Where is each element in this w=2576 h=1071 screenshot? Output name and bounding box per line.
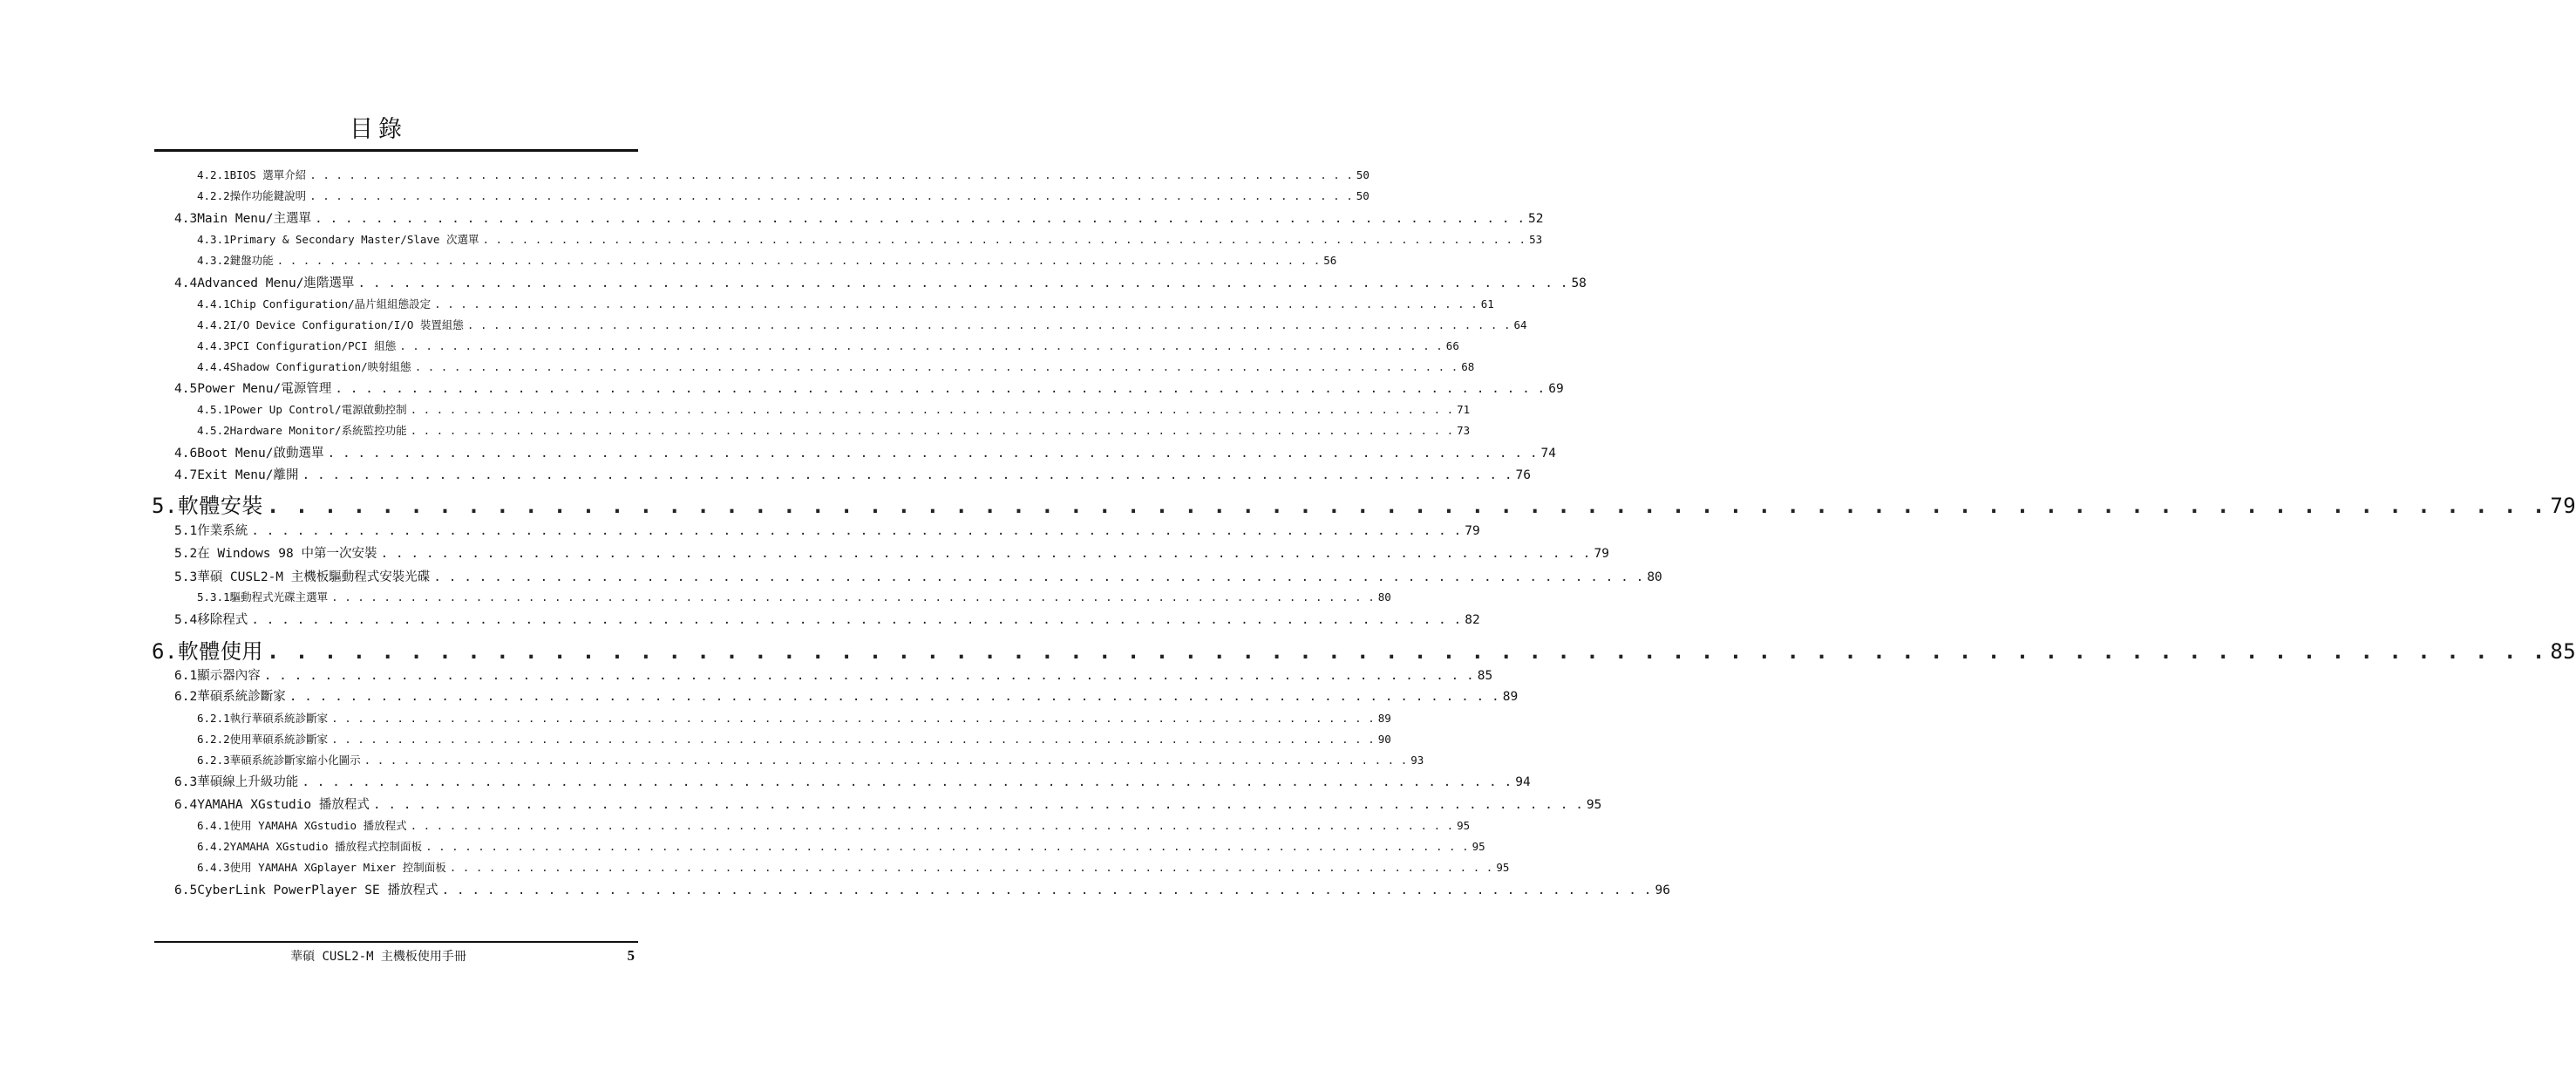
toc-entry-title: BIOS 選單介紹 [229, 168, 307, 181]
toc-entry [197, 358, 1475, 374]
toc-entry [197, 752, 1424, 767]
toc-entry-page: 85 [2550, 639, 2576, 664]
toc-entry-title: Hardware Monitor/系統監控功能 [229, 424, 407, 437]
toc-entry-page: 79 [2550, 494, 2576, 518]
toc-entry-page: 95 [1472, 840, 1485, 853]
toc-entry [174, 521, 1480, 538]
toc-entry-page: 93 [1410, 754, 1424, 767]
toc-entry-page: 89 [1377, 712, 1391, 725]
toc-entry-number: 4.4 [174, 276, 198, 290]
toc-entry-number: 6.2.3 [197, 754, 230, 767]
dot-leader: . . . . . . . . . . . . . . . . . . . . . . . . . . . . . . . . . . . . . . . . . . . . . . . . . . . . . . . . . . . . . . . . . . . . . . . . . . . . . . . . [410, 819, 1454, 832]
toc-entry-number: 4.5 [174, 382, 198, 396]
toc-entry [197, 188, 1370, 203]
toc-entry-page: 74 [1540, 447, 1557, 460]
toc-entry-page: 73 [1457, 424, 1471, 437]
toc-entry [197, 817, 1471, 833]
toc-entry-page: 53 [1529, 233, 1543, 246]
dot-leader: . . . . . . . . . . . . . . . . . . . . . . . . . . . . . . . . . . . . . . . . . . . . . . . . . . . . . . . . . . . . . . . . . . . . . . . . . . . . . . . . [302, 775, 1512, 789]
toc-entry-title: 作業系統 [197, 524, 248, 538]
dot-leader: . . . . . . . . . . . . . . . . . . . . . . . . . . . . . . . . . . . . . . . . . . . . . . . . . . . . . . . . . . . . . . . . . . . . . . . . . . . . . . . . [335, 382, 1546, 396]
toc-entry-page: 90 [1377, 733, 1391, 746]
dot-leader: . . . . . . . . . . . . . . . . . . . . . . . . . . . . . . . . . . . . . . . . . . . . . . . . . . . . . . . . . . . . . . . . . . . . . . . . . . . . . . . . [441, 883, 1652, 897]
toc-entry [197, 252, 1337, 268]
title-divider [154, 149, 638, 152]
toc-entry-title: Primary & Secondary Master/Slave 次選單 [229, 233, 479, 246]
dot-leader: . . . . . . . . . . . . . . . . . . . . . . . . . . . . . . . . . . . . . . . . . . . . . . . . . . . . . . . . . . . . . . . . . . . . . . . . . . . . . . . . [309, 189, 1353, 202]
dot-leader: . . . . . . . . . . . . . . . . . . . . . . . . . . . . . . . . . . . . . . . . . . . . . . . . . . . . . . . . . . . . . . . . . . . . . . . . . . . . . . . . [302, 468, 1512, 482]
toc-entry-page: 82 [1465, 613, 1480, 627]
toc-entry-page: 89 [1502, 690, 1519, 704]
toc-entry-number: 4.3.2 [197, 254, 230, 267]
toc-entry-number: 6.4.2 [197, 840, 230, 853]
toc-entry-number: 5.4 [174, 613, 198, 627]
toc-entry-page: 50 [1356, 189, 1370, 202]
toc-entry [174, 465, 1532, 482]
dot-leader: . . . . . . . . . . . . . . . . . . . . . . . . . . . . . . . . . . . . . . . . . . . . . . . . . . . . . . . . . . . . . . . . . . . . . . . . . . . . . . . . [315, 212, 1526, 226]
dot-leader: . . . . . . . . . . . . . . . . . . . . . . . . . . . . . . . . . . . . . . . . . . . . . . . . . . . . . . . . . . . . . . . . . . . . . . . . . . . . . . . . [410, 403, 1454, 416]
toc-entry [174, 379, 1564, 396]
dot-leader: . . . . . . . . . . . . . . . . . . . . . . . . . . . . . . . . . . . . . . . . . . . . . . . . . . . . . . . . . . . . . . . . . . . . . . . . . . . . . . . . [327, 447, 1538, 460]
toc-entry-number: 5.2 [174, 547, 198, 561]
toc-entry-title: I/O Device Configuration/I/O 裝置組態 [229, 318, 464, 331]
toc-entry-number: 6. [152, 639, 178, 664]
page-number: 5 [627, 947, 635, 964]
toc-entry-page: 95 [1496, 861, 1510, 874]
toc-entry-page: 80 [1377, 590, 1391, 604]
toc-entry-page: 58 [1571, 276, 1587, 290]
toc-entry-title: YAMAHA XGstudio 播放程式控制面板 [229, 840, 423, 853]
dot-leader: . . . . . . . . . . . . . . . . . . . . . . . . . . . . . . . . . . . . . . . . . . . . . . . . . . . . . . . . . . . . . . . . . . . . . . . . . . . . . . . . [289, 690, 1499, 704]
toc-entry-title: 軟體安裝 [177, 494, 263, 518]
toc-entry-number: 6.4 [174, 798, 198, 812]
toc-entry [152, 488, 2576, 518]
toc-entry [174, 443, 1557, 460]
toc-entry-title: CyberLink PowerPlayer SE 播放程式 [197, 883, 438, 897]
toc-entry-number: 4.5.2 [197, 424, 230, 437]
toc-entry [174, 686, 1519, 704]
toc-entry-number: 6.3 [174, 775, 198, 789]
toc-entry [174, 208, 1544, 226]
toc-entry-title: 華碩 CUSL2-M 主機板驅動程式安裝光碟 [197, 570, 431, 584]
toc-entry [174, 880, 1670, 897]
dot-leader: . . . . . . . . . . . . . . . . . . . . . . . . . . . . . . . . . . . . . . . . . . . . . . . . . . . . . . . . . . . . . . . . . . . . . . . . . . . . . . . . [331, 712, 1375, 725]
toc-entry-title: Exit Menu/離開 [197, 468, 299, 482]
dot-leader: . . . . . . . . . . . . . . . . . . . . . . . . . . . . . . . . . . . . . . . . . . . . . . . . . . . . . . . . . . . . . . . . . . . . . . . . . . . . . . . . [331, 733, 1375, 746]
toc-entry-number: 4.5.1 [197, 403, 230, 416]
toc-entry [197, 231, 1543, 247]
toc-entry-page: 94 [1515, 775, 1531, 789]
toc-entry [197, 859, 1510, 875]
toc-entry-number: 4.3 [174, 212, 198, 226]
dot-leader: . . . . . . . . . . . . . . . . . . . . . . . . . . . . . . . . . . . . . . . . . . . . . . . . . . . . . . . . . . . . . . . . . . . . . . . . . . . . . . . . [466, 318, 1511, 331]
toc-entry-title: 華碩線上升級功能 [197, 775, 299, 789]
dot-leader: . . . . . . . . . . . . . . . . . . . . . . . . . . . . . . . . . . . . . . . . . . . . . . . . . . . . . . . . . . . . . . . . . . . . . . . . . . . . . . . . [263, 669, 1474, 683]
toc-entry-number: 4.2.2 [197, 189, 230, 202]
toc-entry-number: 6.2.2 [197, 733, 230, 746]
toc-entry-page: 61 [1480, 297, 1494, 310]
dot-leader: . . . . . . . . . . . . . . . . . . . . . . . . . . . . . . . . . . . . . . . . . . . . . . . . . . . . . . . . . . . . . . . . . . . . . . . . . . . . . . . . [364, 754, 1408, 767]
toc-entry-number: 5.1 [174, 524, 198, 538]
toc-entry [174, 610, 1480, 627]
toc-entry-title: Advanced Menu/進階選單 [197, 276, 355, 290]
dot-leader: . . . . . . . . . . . . . . . . . . . . . . . . . . . . . . . . . . . . . . . . . . . . . . . . . . . . . . . . . . . . . . . . . . . . . . . . . . . . . . . . [449, 861, 1493, 874]
dot-leader: . . . . . . . . . . . . . . . . . . . . . . . . . . . . . . . . . . . . . . . . . . . . . . . . . . . . . . . . . . . . . . . . . . . . . . . . . . . . . . . . [331, 590, 1375, 604]
toc-entry-page: 96 [1655, 883, 1670, 897]
dot-leader: . . . . . . . . . . . . . . . . . . . . . . . . . . . . . . . . . . . . . . . . . . . . . . . . . . . . . . . . . . . . . . . . . . . . . . . . . . . . . . . . [251, 613, 1462, 627]
toc-entry-page: 85 [1477, 669, 1493, 683]
toc-entry-page: 56 [1323, 254, 1337, 267]
toc-entry-page: 95 [1586, 798, 1602, 812]
toc-entry-page: 79 [1465, 524, 1480, 538]
dot-leader: . . . . . . . . . . . . . . . . . . . . . . . . . . . . . . . . . . . . . . . . . . . . . . . . . . . . . . . . . . . . . . . . . . . . . . . . . . . . . . . . [482, 233, 1526, 246]
toc-entry-page: 80 [1647, 570, 1662, 584]
toc-entry-number: 5.3 [174, 570, 198, 584]
toc-entry-number: 4.7 [174, 468, 198, 482]
toc-entry-number: 5.3.1 [197, 590, 230, 604]
toc-entry [197, 710, 1391, 726]
dot-leader: . . . . . . . . . . . . . . . . . . . . . . . . . . . . . . . . . . . . . . . . . . . . . . . . . . . . . . . . . . . . . . . . . . . . . . . . . . . . . . . . [399, 339, 1443, 352]
toc-entry-title: Power Up Control/電源啟動控制 [229, 403, 407, 416]
toc-entry-number: 4.4.4 [197, 360, 230, 373]
toc-entry [197, 838, 1485, 854]
toc-entry [197, 167, 1370, 182]
toc-entry-number: 6.4.1 [197, 819, 230, 832]
toc-entry-page: 79 [1594, 547, 1609, 561]
dot-leader: . . . . . . . . . . . . . . . . . . . . . . . . . . . . . . . . . . . . . . . . . . . . . . . . . . . . . . . . . . . . . . . . . . . . . . . . . . . . . . . . [380, 547, 1591, 561]
toc-entry [197, 401, 1471, 417]
toc-entry-title: Shadow Configuration/映射組態 [229, 360, 411, 373]
toc-entry [174, 795, 1602, 812]
toc-entry [197, 317, 1527, 332]
dot-leader: . . . . . . . . . . . . . . . . . . . . . . . . . . . . . . . . . . . . . . . . . . . . . . . . . . . . . . . . . . . . . . . . . . . . . . . . . . . . . . . . [372, 798, 1583, 812]
toc-entry-page: 71 [1457, 403, 1471, 416]
toc-entry-title: 在 Windows 98 中第一次安裝 [197, 547, 377, 561]
toc-entry-page: 52 [1528, 212, 1544, 226]
toc-entry-number: 4.2.1 [197, 168, 230, 181]
toc-entry [174, 567, 1662, 584]
toc-entry [197, 422, 1471, 438]
toc-entry-number: 4.4.2 [197, 318, 230, 331]
toc-entry-title: 華碩系統診斷家 [197, 690, 286, 704]
toc-entry-title: 軟體使用 [177, 639, 263, 664]
dot-leader: . . . . . . . . . . . . . . . . . . . . . . . . . . . . . . . . . . . . . . . . . . . . . . . . . . . . . . . . . . . . . . . . . . . . . . . . . . . . . . . . [266, 494, 2547, 518]
toc-entry [174, 665, 1493, 683]
dot-leader: . . . . . . . . . . . . . . . . . . . . . . . . . . . . . . . . . . . . . . . . . . . . . . . . . . . . . . . . . . . . . . . . . . . . . . . . . . . . . . . . [251, 524, 1462, 538]
toc-entry-title: 移除程式 [197, 613, 248, 627]
toc-entry-number: 4.4.3 [197, 339, 230, 352]
toc-entry-title: 顯示器內容 [197, 669, 261, 683]
toc-entry [197, 338, 1459, 353]
toc-entry-title: Power Menu/電源管理 [197, 382, 332, 396]
toc-entry-number: 6.4.3 [197, 861, 230, 874]
toc-entry-title: 使用華碩系統診斷家 [229, 733, 329, 746]
page-title: 目錄 [350, 116, 407, 143]
dot-leader: . . . . . . . . . . . . . . . . . . . . . . . . . . . . . . . . . . . . . . . . . . . . . . . . . . . . . . . . . . . . . . . . . . . . . . . . . . . . . . . . [276, 254, 1321, 267]
toc-entry [197, 296, 1494, 311]
dot-leader: . . . . . . . . . . . . . . . . . . . . . . . . . . . . . . . . . . . . . . . . . . . . . . . . . . . . . . . . . . . . . . . . . . . . . . . . . . . . . . . . [357, 276, 1568, 290]
dot-leader: . . . . . . . . . . . . . . . . . . . . . . . . . . . . . . . . . . . . . . . . . . . . . . . . . . . . . . . . . . . . . . . . . . . . . . . . . . . . . . . . [266, 639, 2547, 664]
toc-entry [152, 634, 2576, 664]
toc-entry-page: 68 [1461, 360, 1475, 373]
toc-entry-number: 5. [152, 494, 178, 518]
toc-entry [174, 543, 1609, 561]
toc-entry-title: 鍵盤功能 [229, 254, 274, 267]
toc-entry-number: 4.3.1 [197, 233, 230, 246]
footer-title: 華碩 CUSL2-M 主機板使用手冊 [290, 950, 466, 964]
toc-entry-title: Main Menu/主選單 [197, 212, 312, 226]
toc-entry-title: 華碩系統診斷家縮小化圖示 [229, 754, 361, 767]
toc-entry-page: 50 [1356, 168, 1370, 181]
toc-entry-title: YAMAHA XGstudio 播放程式 [197, 798, 370, 812]
toc-entry-title: Chip Configuration/晶片組組態設定 [229, 297, 432, 310]
toc-entry-title: 使用 YAMAHA XGplayer Mixer 控制面板 [229, 861, 446, 874]
toc-entry-page: 76 [1515, 468, 1532, 482]
toc-entry [197, 731, 1391, 747]
toc-entry-number: 4.4.1 [197, 297, 230, 310]
dot-leader: . . . . . . . . . . . . . . . . . . . . . . . . . . . . . . . . . . . . . . . . . . . . . . . . . . . . . . . . . . . . . . . . . . . . . . . . . . . . . . . . [425, 840, 1469, 853]
toc-entry-page: 64 [1513, 318, 1527, 331]
toc-entry [197, 589, 1391, 604]
dot-leader: . . . . . . . . . . . . . . . . . . . . . . . . . . . . . . . . . . . . . . . . . . . . . . . . . . . . . . . . . . . . . . . . . . . . . . . . . . . . . . . . [414, 360, 1458, 373]
toc-entry-title: 操作功能鍵說明 [229, 189, 307, 202]
toc-entry-page: 66 [1445, 339, 1459, 352]
toc-entry-number: 6.2 [174, 690, 198, 704]
toc-entry-title: Boot Menu/啟動選單 [197, 447, 324, 460]
dot-leader: . . . . . . . . . . . . . . . . . . . . . . . . . . . . . . . . . . . . . . . . . . . . . . . . . . . . . . . . . . . . . . . . . . . . . . . . . . . . . . . . [309, 168, 1353, 181]
toc-entry-title: 使用 YAMAHA XGstudio 播放程式 [229, 819, 407, 832]
toc-entry-number: 6.5 [174, 883, 198, 897]
footer-divider [154, 941, 638, 943]
toc-entry-title: 執行華碩系統診斷家 [229, 712, 329, 725]
dot-leader: . . . . . . . . . . . . . . . . . . . . . . . . . . . . . . . . . . . . . . . . . . . . . . . . . . . . . . . . . . . . . . . . . . . . . . . . . . . . . . . . [434, 297, 1478, 310]
toc-entry-number: 6.2.1 [197, 712, 230, 725]
toc-entry-page: 95 [1457, 819, 1471, 832]
dot-leader: . . . . . . . . . . . . . . . . . . . . . . . . . . . . . . . . . . . . . . . . . . . . . . . . . . . . . . . . . . . . . . . . . . . . . . . . . . . . . . . . [433, 570, 1644, 584]
toc-entry-number: 4.6 [174, 447, 198, 460]
toc-entry-page: 69 [1548, 382, 1564, 396]
toc-entry [174, 273, 1587, 290]
toc-entry-title: PCI Configuration/PCI 組態 [229, 339, 397, 352]
toc-entry [174, 772, 1531, 789]
toc-entry-number: 6.1 [174, 669, 198, 683]
dot-leader: . . . . . . . . . . . . . . . . . . . . . . . . . . . . . . . . . . . . . . . . . . . . . . . . . . . . . . . . . . . . . . . . . . . . . . . . . . . . . . . . [410, 424, 1454, 437]
toc-entry-title: 驅動程式光碟主選單 [229, 590, 329, 604]
